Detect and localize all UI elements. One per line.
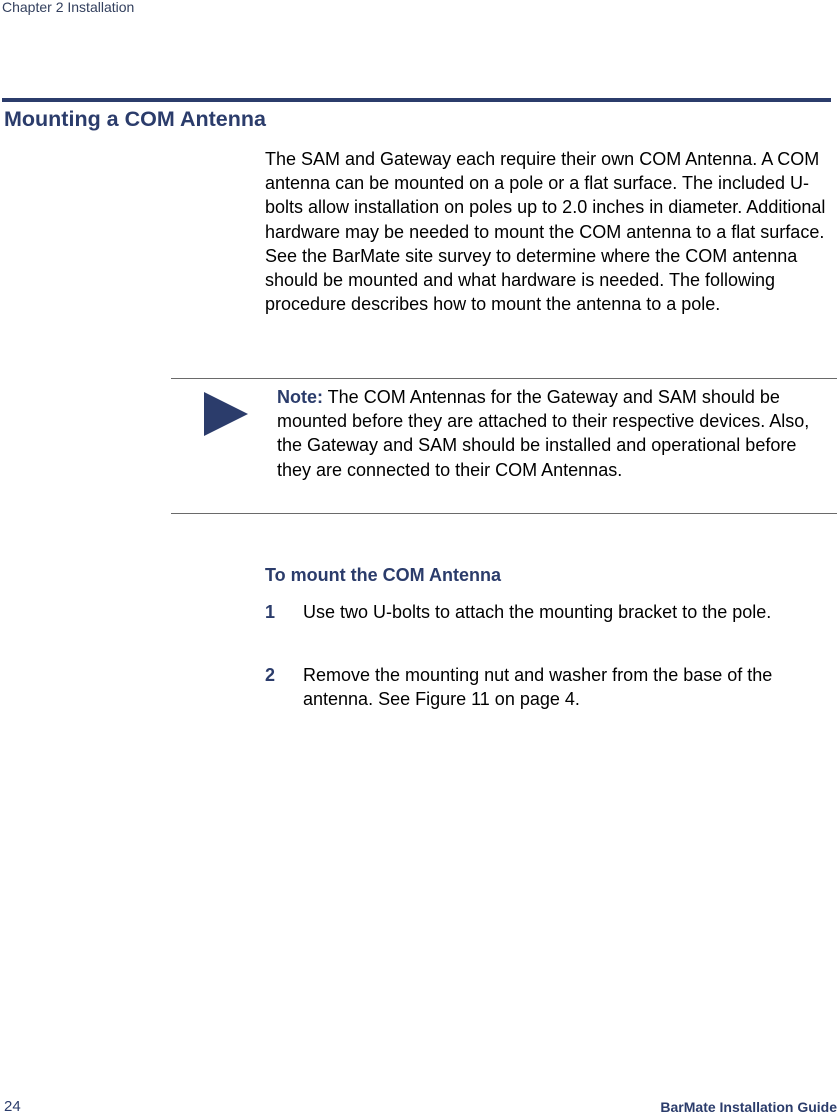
- note-top-rule: [171, 378, 837, 379]
- section-rule: [2, 98, 831, 102]
- step-number: 1: [265, 602, 276, 622]
- step-text: Remove the mounting nut and washer from the base of the antenna. See Figure 11 on page 4.: [303, 665, 773, 710]
- step-text: Use two U-bolts to attach the mounting bracket to the pole.: [303, 602, 772, 622]
- guide-title: BarMate Installation Guide: [660, 1099, 837, 1115]
- procedure-heading: To mount the COM Antenna: [265, 565, 501, 585]
- note-bottom-rule: [171, 513, 837, 514]
- note-body: The COM Antennas for the Gateway and SAM should be mounted before they are attached to their respective devices. Also, the Gateway and SAM should be installed and operational before they are connected to their COM Antennas.: [277, 387, 810, 480]
- page-number: 24: [4, 1098, 21, 1115]
- running-header: Chapter 2 Installation: [2, 0, 135, 15]
- arrow-right-icon: [204, 392, 248, 436]
- note-paragraph: [277, 385, 835, 482]
- section-title: Mounting a COM Antenna: [4, 107, 266, 131]
- step-number: 2: [265, 665, 276, 685]
- note-label: Note:: [277, 387, 323, 407]
- intro-paragraph: The SAM and Gateway each require their own COM Antenna. A COM antenna can be mounted on a pole or a flat surface. The included U-bolts allow installation on poles up to 2.0 inches in diameter. Additional hardware may be needed to mount the COM antenna to a flat surface. See the BarMate site survey to determine where the COM antenna should be mounted and what hardware is needed. The following procedure describes how to mount the antenna to a pole.: [265, 149, 826, 315]
